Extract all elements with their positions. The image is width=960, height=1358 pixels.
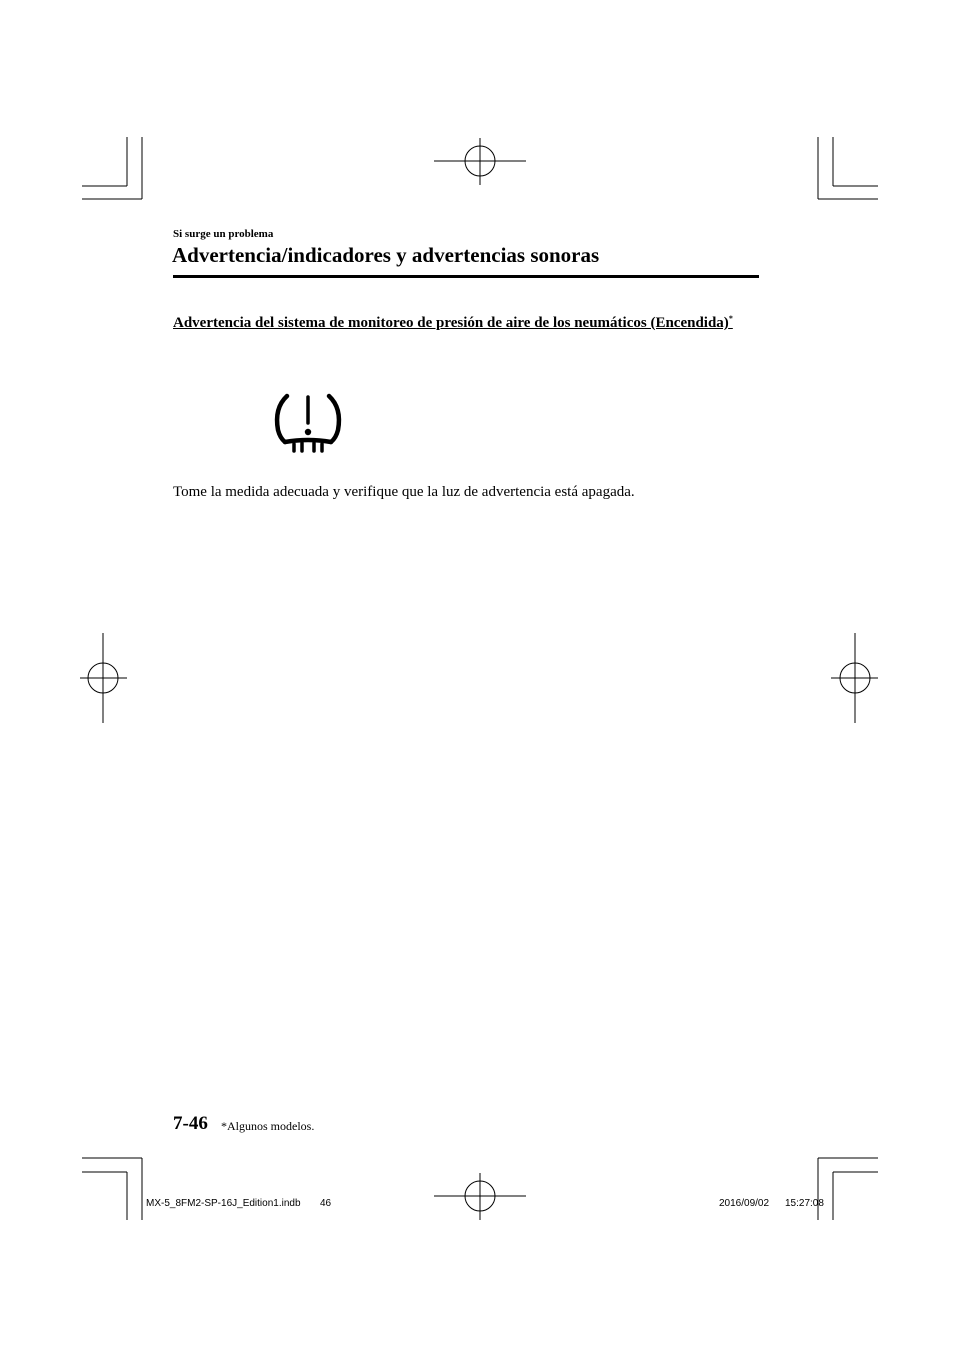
tire-pressure-warning-icon bbox=[268, 388, 348, 456]
warning-subheading-text: Advertencia del sistema de monitoreo de presión de aire de los neumáticos (Encendida) bbox=[173, 315, 729, 331]
section-label: Si surge un problema bbox=[173, 228, 274, 240]
page-title: Advertencia/indicadores y advertencias sonoras bbox=[172, 243, 600, 267]
print-slug-file: MX-5_8FM2-SP-16J_Edition1.indb bbox=[146, 1198, 301, 1209]
warning-subheading bbox=[173, 314, 733, 333]
print-slug-page: 46 bbox=[320, 1198, 332, 1209]
footnote: *Algunos modelos. bbox=[221, 1119, 315, 1133]
instruction-text: Tome la medida adecuada y verifique que la luz de advertencia está apagada. bbox=[173, 484, 635, 500]
page-number: 7-46 bbox=[173, 1113, 208, 1134]
heading-rule bbox=[173, 275, 759, 278]
optional-equipment-mark: * bbox=[728, 314, 733, 323]
print-slug-date: 2016/09/02 bbox=[719, 1198, 770, 1209]
print-slug-time: 15:27:08 bbox=[785, 1198, 824, 1209]
